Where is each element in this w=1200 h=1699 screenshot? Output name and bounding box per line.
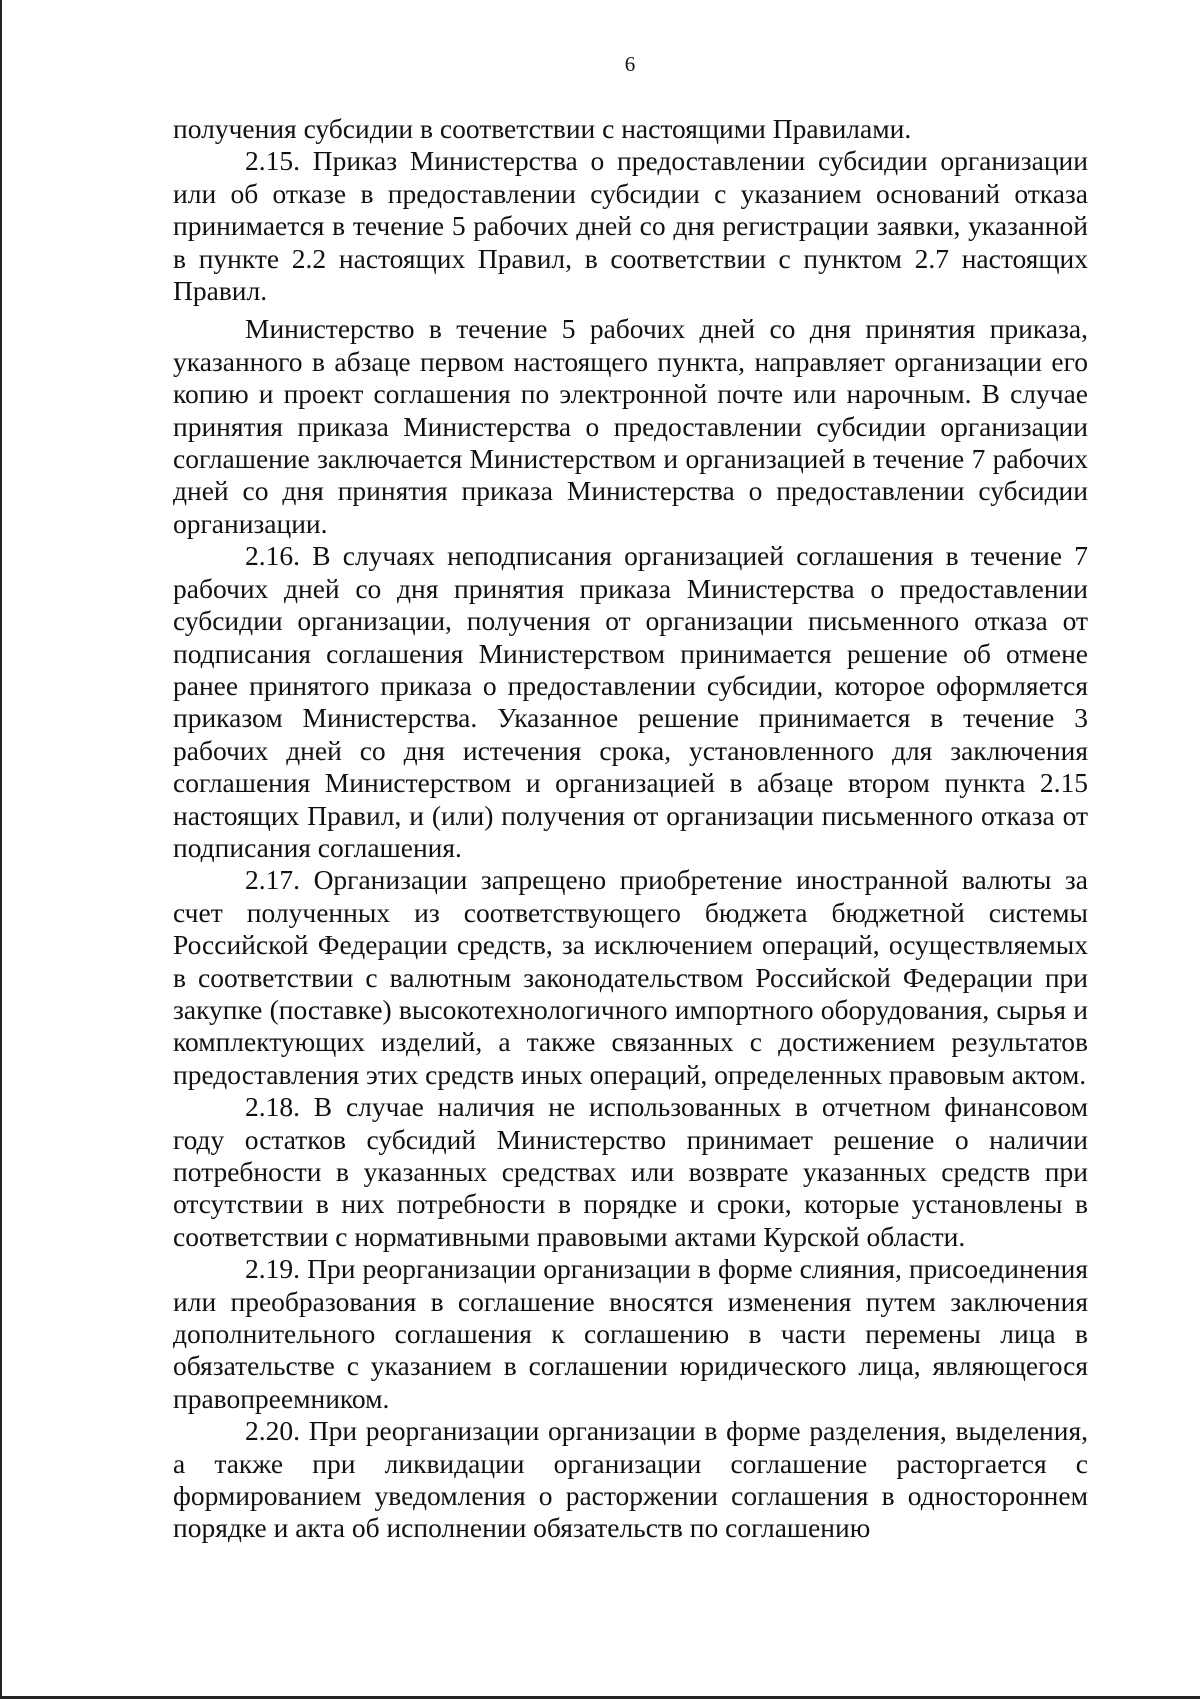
paragraph-2-17: 2.17. Организации запрещено приобретение иностранной валюты за счет полученных из соответствующего бюджета бюджетной системы Российской Федерации средств, за исключением операций, осуществляемых в соответствии с валютным законодательством Российской Федерации при закупке (поставке) высокотехнологичного импортного оборудования, сырья и комплектующих изделий, а также связанных с достижением результатов предоставления этих средств иных операций, определенных правовым актом. — [173, 864, 1088, 1090]
paragraph-2-19: 2.19. При реорганизации организации в форме слияния, присоединения или преобразования в соглашение вносятся изменения путем заключения дополнительного соглашения к соглашению в части перемены лица в обязательстве с указанием в соглашении юридического лица, являющегося правопреемником. — [173, 1253, 1088, 1414]
document-body — [173, 113, 1088, 1545]
scan-edge-left — [0, 0, 2, 1699]
paragraph-2-18: 2.18. В случае наличия не использованных в отчетном финансовом году остатков субсидий Министерство принимает решение о наличии потребности в указанных средствах или возврате указанных средств при отсутствии в них потребности в порядке и сроки, которые установлены в соответствии с нормативными правовыми актами Курской области. — [173, 1091, 1088, 1252]
paragraph-2-15-second: Министерство в течение 5 рабочих дней со дня принятия приказа, указанного в абзаце первом настоящего пункта, направляет организации его копию и проект соглашения по электронной почте или нарочным. В случае принятия приказа Министерства о предоставлении субсидии организации соглашение заключается Министерством и организацией в течение 7 рабочих дней со дня принятия приказа Министерства о предоставлении субсидии организации. — [173, 313, 1088, 539]
paragraph-2-15: 2.15. Приказ Министерства о предоставлении субсидии организации или об отказе в предоставлении субсидии с указанием оснований отказа принимается в течение 5 рабочих дней со дня регистрации заявки, указанной в пункте 2.2 настоящих Правил, в соответствии с пунктом 2.7 настоящих Правил. — [173, 145, 1088, 307]
paragraph-2-16: 2.16. В случаях неподписания организацией соглашения в течение 7 рабочих дней со дня принятия приказа Министерства о предоставлении субсидии организации, получения от организации письменного отказа от подписания соглашения Министерством принимается решение об отмене ранее принятого приказа о предоставлении субсидии, которое оформляется приказом Министерства. Указанное решение принимается в течение 3 рабочих дней со дня истечения срока, установленного для заключения соглашения Министерством и организацией в абзаце втором пункта 2.15 настоящих Правил, и (или) получения от организации письменного отказа от подписания соглашения. — [173, 540, 1088, 863]
paragraph-continuation: получения субсидии в соответствии с настоящими Правилами. — [173, 113, 912, 144]
paragraph-2-20: 2.20. При реорганизации организации в форме разделения, выделения, а также при ликвидации организации соглашение расторгается с формированием уведомления о расторжении соглашения в одностороннем порядке и акта об исполнении обязательств по соглашению — [173, 1415, 1088, 1544]
page-number: 6 — [624, 52, 636, 76]
